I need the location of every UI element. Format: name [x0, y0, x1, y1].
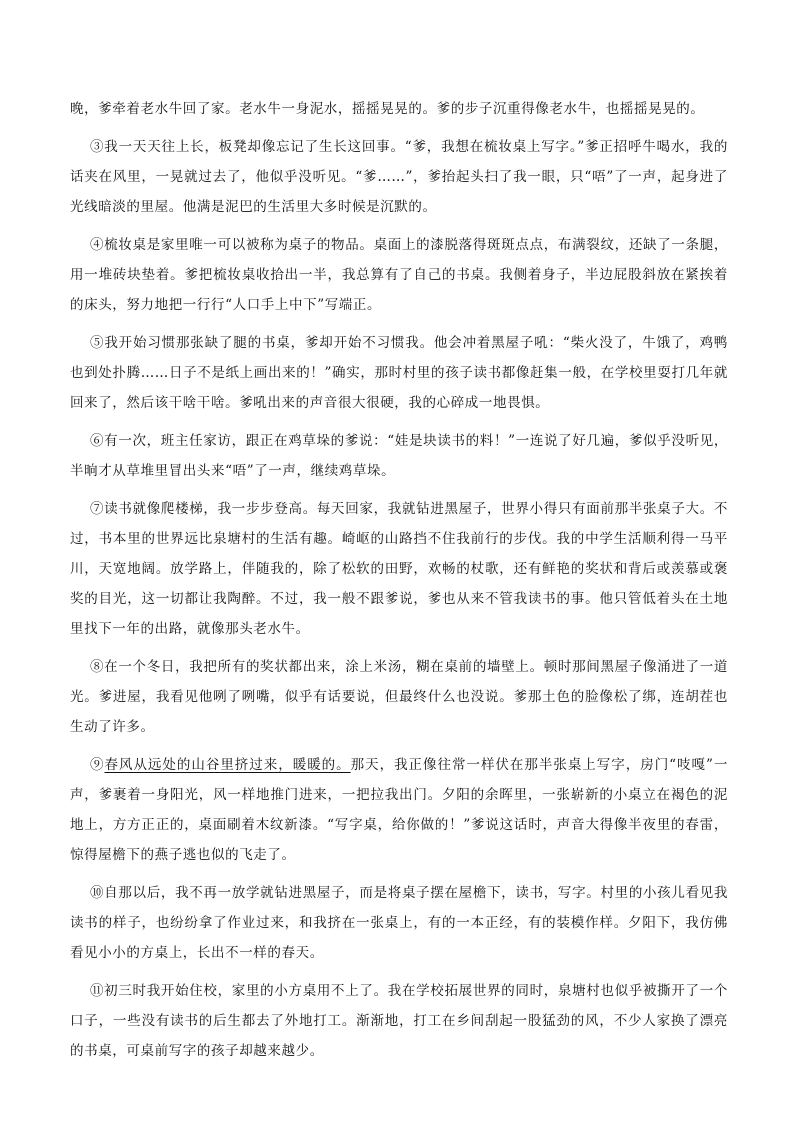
paragraph-7 — [70, 494, 728, 644]
paragraph-text: ⑦读书就像爬楼梯，我一步步登高。每天回家，我就钻进黑屋子，世界小得只有面前那半张桌子大。不过，书本里的世界远比泉塘村的生活有趣。崎岖的山路挡不住我前行的步伐。我的中学生活顺利得一马平川，天宽地阔。放学路上，伴随我的，除了松软的田野，欢畅的杖歌，还有鲜艳的奖状和背后或羡慕或褒奖的目光，这一切都让我陶醉。不过，我一般不跟爹说，爹也从来不管我读书的事。他只管低着头在土地里找下一年的出路，就像那头老水牛。 — [70, 501, 728, 637]
paragraph-text: 那天，我正像往常一样伏在那半张桌上写字，房门“吱嘎”一声，爹裹着一身阳光，风一样地推门进来，一把拉我出门。夕阳的余晖里，一张崭新的小桌立在褐色的泥地上，方方正正的，桌面刷着木纹新漆。“写字桌，给你做的！”爹说这话时，声音大得像半夜里的春雷，惊得屋檐下的燕子逃也似的飞走了。 — [70, 757, 728, 863]
paragraph-10 — [70, 878, 728, 968]
paragraph-text: ⑥有一次，班主任家访，跟正在鸡草垛的爹说：“娃是块读书的料！”一连说了好几遍，爹似乎没听见，半晌才从草堆里冒出头来“唔”了一声，继续鸡草垛。 — [70, 433, 728, 479]
paragraph-9 — [70, 750, 728, 870]
paragraph-6 — [70, 426, 728, 486]
paragraph-5 — [70, 328, 728, 418]
paragraph-number: ⑨ — [90, 757, 105, 773]
paragraph-text: ⑪初三时我开始住校，家里的小方桌用不上了。我在学校拓展世界的同时，泉塘村也似乎被撕开了一个口子，一些没有读书的后生都去了外地打工。渐渐地，打工在乡间刮起一股猛劲的风，不少人家换了漂亮的书桌，可桌前写字的孩子却越来越少。 — [70, 983, 728, 1059]
paragraph-8 — [70, 652, 728, 742]
paragraph-text: ③我一天天往上长，板凳却像忘记了生长这回事。“爹，我想在梳妆桌上写字。”爹正招呼牛喝水，我的话夹在风里，一晃就过去了，他似乎没听见。“爹……”，爹抬起头扫了我一眼，只“唔”了一声，起身进了光线暗淡的里屋。他满是泥巴的生活里大多时候是沉默的。 — [70, 139, 728, 215]
paragraph-2-ending — [70, 94, 728, 124]
paragraph-text: ④梳妆桌是家里唯一可以被称为桌子的物品。桌面上的漆脱落得斑斑点点，布满裂纹，还缺了一条腿，用一堆砖块垫着。爹把梳妆桌收拾出一半，我总算有了自己的书桌。我侧着身子，半边屁股斜放在紧挨着的床头，努力地把一行行“人口手上中下”写端正。 — [70, 237, 728, 313]
paragraph-text: ⑧在一个冬日，我把所有的奖状都出来，涂上米汤，糊在桌前的墙壁上。顿时那间黑屋子像涌进了一道光。爹进屋，我看见他咧了咧嘴，似乎有话要说，但最终什么也没说。爹那土色的脸像松了绑，连胡茬也生动了许多。 — [70, 659, 728, 735]
paragraph-3 — [70, 132, 728, 222]
underlined-sentence: 春风从远处的山谷里挤过来，暖暖的。 — [104, 757, 351, 773]
paragraph-4 — [70, 230, 728, 320]
paragraph-text: ⑩自那以后，我不再一放学就钻进黑屋子，而是将桌子摆在屋檐下，读书，写字。村里的小孩儿看见我读书的样子，也纷纷拿了作业过来，和我挤在一张桌上，有的一本正经，有的装模作样。夕阳下，我仿佛看见小小的方桌上，长出不一样的春天。 — [70, 885, 728, 961]
article-body — [70, 94, 728, 1074]
paragraph-text: 晚，爹牵着老水牛回了家。老水牛一身泥水，摇摇晃晃的。爹的步子沉重得像老水牛，也摇摇晃晃的。 — [70, 101, 705, 117]
paragraph-text: ⑤我开始习惯那张缺了腿的书桌，爹却开始不习惯我。他会冲着黑屋子吼：“柴火没了，牛饿了，鸡鸭也到处扑腾……日子不是纸上画出来的！”确实，那时村里的孩子读书都像赶集一般，在学校里耍打几年就回来了，然后该干啥干啥。爹吼出来的声音很大很硬，我的心碎成一地畏惧。 — [70, 335, 728, 411]
paragraph-11 — [70, 976, 728, 1066]
